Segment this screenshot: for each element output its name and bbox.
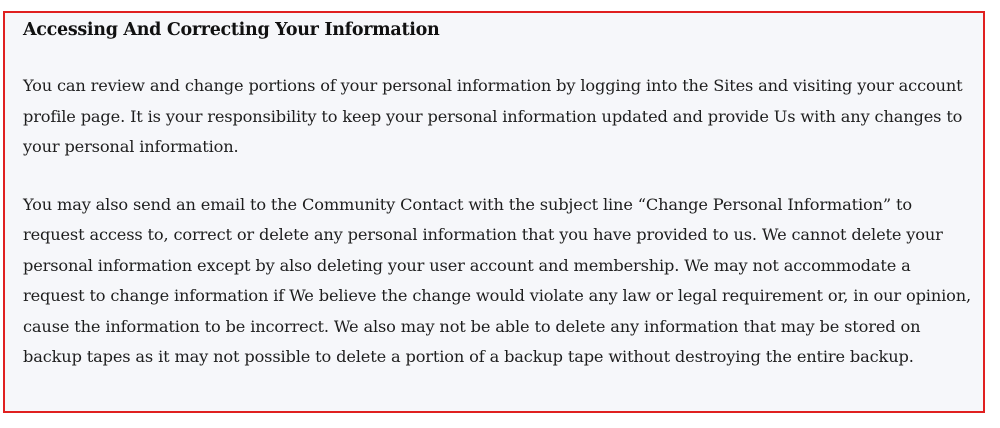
section-content bbox=[23, 17, 975, 373]
section-heading: Accessing And Correcting Your Information bbox=[23, 20, 440, 40]
paragraph-review-change: You can review and change portions of your personal information by logging into the Sites and visiting your account profile page. It is your responsibility to keep your personal information updated and provide Us with any changes to your personal information. bbox=[23, 76, 963, 156]
highlighted-section bbox=[3, 11, 985, 413]
paragraph-email-request: You may also send an email to the Community Contact with the subject line “Change Personal Information” to request access to, correct or delete any personal information that you have provided to us. We cannot delete your personal information except by also deleting your user account and membership. We may not accommodate a request to change information if We believe the change would violate any law or legal requirement or, in our opinion, cause the information to be incorrect. We also may not be able to delete any information that may be stored on backup tapes as it may not possible to delete a portion of a backup tape without destroying the entire backup. bbox=[23, 194, 971, 366]
